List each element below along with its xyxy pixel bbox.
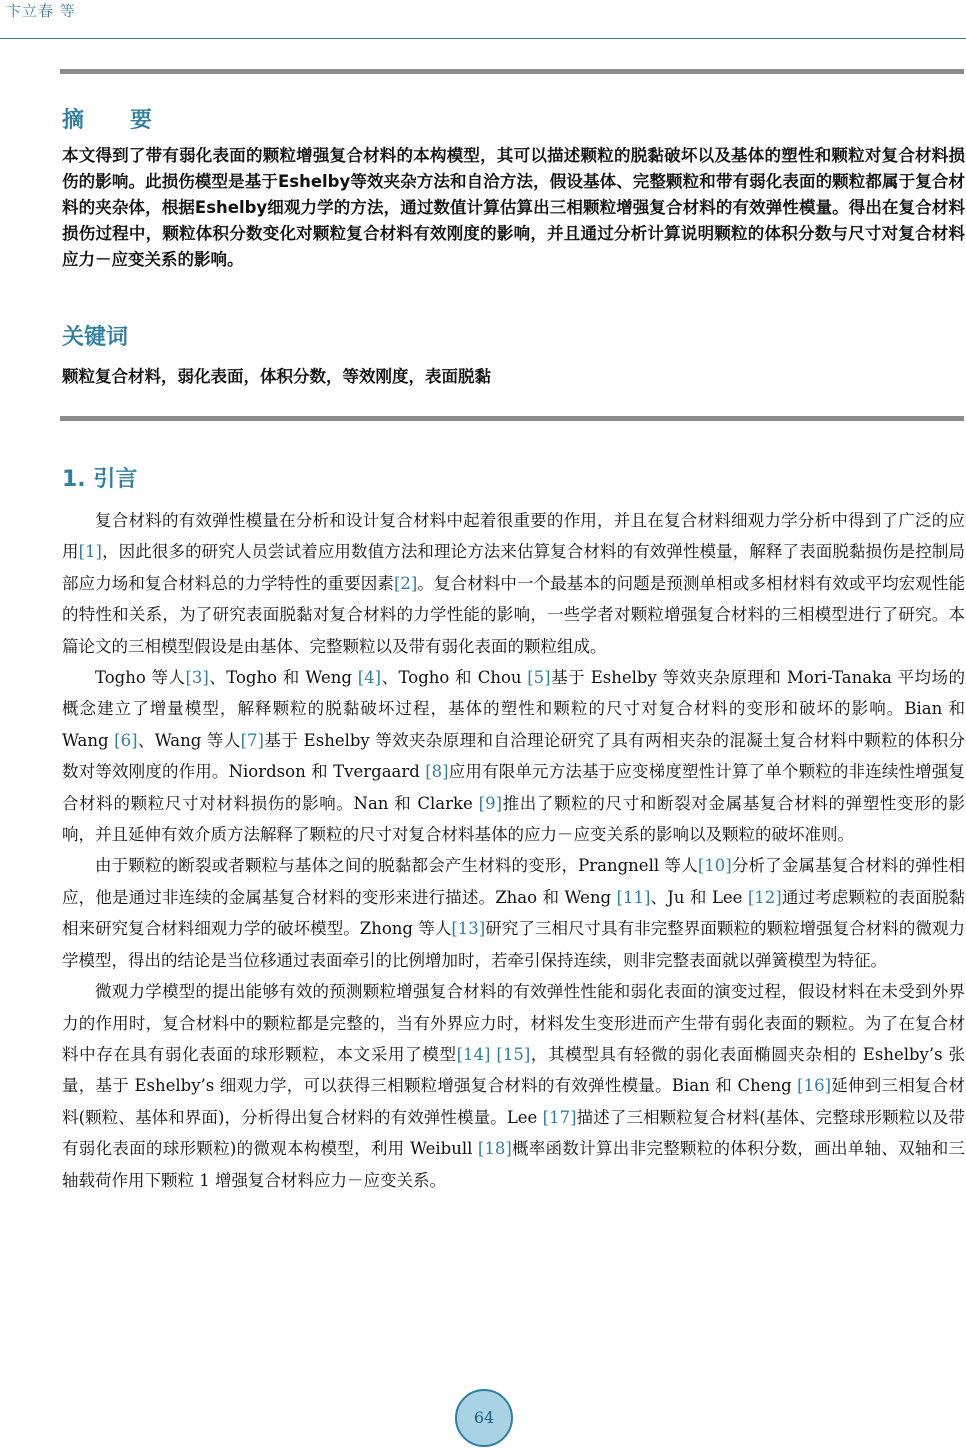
- paragraph-text: 研究了三相尺寸具有非完整界面颗粒的颗粒增强复合材料的微观力学模型，得出的结论是当位移通过表面牵引的比例增加时，若牵引保持连续，则非完整表面就以弹簧模型为特征。: [62, 919, 966, 970]
- citation-link[interactable]: [10]: [697, 856, 732, 876]
- abstract-heading: 摘 要: [62, 108, 165, 133]
- keywords-body: 颗粒复合材料，弱化表面，体积分数，等效刚度，表面脱黏: [62, 367, 491, 386]
- paragraph-text: 复合材料的有效弹性模量在分析和设计复合材料中起着很重要的作用，并且在复合材料细观力学分析中得到了广泛的应用: [62, 511, 965, 562]
- paragraph-text: 概率函数计算出非完整颗粒的体积分数，画出单轴、双轴和三轴载荷作用下颗粒 1 增强复合材料应力－应变关系。: [62, 1139, 966, 1190]
- citation-link[interactable]: [14] [15]: [456, 1044, 531, 1064]
- citation-link[interactable]: [16]: [797, 1076, 832, 1096]
- paragraph-text: 、Wang 等人: [137, 730, 241, 750]
- paragraph-text: 微观力学模型的提出能够有效的预测颗粒增强复合材料的有效弹性性能和弱化表面的演变过程，假设材料在未受到外界力的作用时，复合材料中的颗粒都是完整的，当有外界应力时，材料发生变形进而产生带有弱化表面的颗粒。为了在复合材料中存在具有弱化表面的球形颗粒，本文采用了模型: [62, 982, 965, 1064]
- citation-link[interactable]: [13]: [451, 919, 486, 939]
- paragraph-text: 分析了金属基复合材料的弹性相应，他是通过非连续的金属基复合材料的变形来进行描述。Zhao 和 Weng: [62, 856, 965, 907]
- paragraph-text: 、Togho 和 Chou: [381, 668, 528, 688]
- intro-paragraph-3: [62, 850, 965, 976]
- intro-paragraph-1: [62, 505, 965, 662]
- paragraph-text: 由于颗粒的断裂或者颗粒与基体之间的脱黏都会产生材料的变形，Prangnell 等人: [95, 856, 698, 876]
- intro-body: [62, 505, 965, 1196]
- paragraph-text: 通过考虑颗粒的表面脱黏相来研究复合材料细观力学的破坏模型。Zhong 等人: [62, 887, 965, 939]
- abstract-body: 本文得到了带有弱化表面的颗粒增强复合材料的本构模型，其可以描述颗粒的脱黏破坏以及基体的塑性和颗粒对复合材料损伤的影响。此损伤模型是基于Eshelby等效夹杂方法和自洽方法，假设基体、完整颗粒和带有弱化表面的颗粒都属于复合材料的夹杂体，根据Eshelby细观力学的方法，通过数值计算估算出三相颗粒增强复合材料的有效弹性模量。得出在复合材料损伤过程中，颗粒体积分数变化对颗粒复合材料有效刚度的影响，并且通过分析计算说明颗粒的体积分数与尺寸对复合材料应力－应变关系的影响。: [62, 146, 965, 269]
- intro-paragraph-2: [62, 662, 965, 850]
- citation-link[interactable]: [2]: [393, 573, 418, 593]
- citation-link[interactable]: [6]: [114, 730, 138, 750]
- paragraph-text: 推出了颗粒的尺寸和断裂对金属基复合材料的弹塑性变形的影响，并且延伸有效介质方法解释了颗粒的尺寸对复合材料基体的应力－应变关系的影响以及颗粒的破坏准则。: [62, 793, 966, 845]
- citation-link[interactable]: [4]: [357, 668, 382, 688]
- abstract-top-rule: [60, 69, 964, 74]
- paragraph-text: Togho 等人: [95, 668, 186, 688]
- intro-heading: 1. 引言: [62, 467, 138, 492]
- citation-link[interactable]: [17]: [542, 1107, 577, 1127]
- intro-paragraph-4: [62, 976, 965, 1196]
- paragraph-text: 应用有限单元方法基于应变梯度塑性计算了单个颗粒的非连续性增强复合材料的颗粒尺寸对材料损伤的影响。Nan 和 Clarke: [62, 762, 965, 813]
- page-number: 64: [455, 1389, 513, 1447]
- citation-link[interactable]: [3]: [185, 668, 209, 688]
- header-divider: [0, 38, 966, 39]
- citation-link[interactable]: [18]: [477, 1139, 512, 1159]
- paragraph-text: 延伸到三相复合材料(颗粒、基体和界面)，分析得出复合材料的有效弹性模量。Lee: [62, 1076, 965, 1127]
- abstract-bottom-rule: [60, 416, 964, 421]
- citation-link[interactable]: [5]: [527, 668, 551, 688]
- paragraph-text: 、Togho 和 Weng: [208, 668, 358, 688]
- paragraph-text: 。复合材料中一个最基本的问题是预测单相或多相材料有效或平均宏观性能的特性和关系，为了研究表面脱黏对复合材料的力学性能的影响，一些学者对颗粒增强复合材料的三相模型进行了研究。本篇论文的三相模型假设是由基体、完整颗粒以及带有弱化表面的颗粒组成。: [62, 573, 966, 656]
- citation-link[interactable]: [8]: [425, 762, 449, 782]
- paragraph-text: 、Ju 和 Lee: [650, 887, 748, 907]
- running-head: 卞立春 等: [6, 2, 76, 20]
- paragraph-text: 基于 Eshelby 等效夹杂原理和 Mori-Tanaka 平均场的概念建立了增量模型，解释颗粒的脱黏破坏过程，基体的塑性和颗粒的尺寸对复合材料的变形和破坏的影响。Bian 和 Wang: [62, 668, 965, 750]
- paragraph-text: ，因此很多的研究人员尝试着应用数值方法和理论方法来估算复合材料的有效弹性模量，解释了表面脱黏损伤是控制局部应力场和复合材料总的力学特性的重要因素: [62, 542, 966, 593]
- citation-link[interactable]: [7]: [240, 730, 264, 750]
- keywords-heading: 关键词: [62, 325, 129, 350]
- paragraph-text: ，其模型具有轻微的弱化表面椭圆夹杂相的 Eshelby’s 张量，基于 Eshelby’s 细观力学，可以获得三相颗粒增强复合材料的有效弹性模量。Bian 和 Cheng: [62, 1044, 965, 1096]
- paragraph-text: 基于 Eshelby 等效夹杂原理和自洽理论研究了具有两相夹杂的混凝土复合材料中颗粒的体积分数对等效刚度的作用。Niordson 和 Tvergaard: [62, 730, 966, 782]
- citation-link[interactable]: [12]: [747, 887, 782, 907]
- citation-link[interactable]: [9]: [478, 793, 503, 813]
- paragraph-text: 描述了三相颗粒复合材料(基体、完整球形颗粒以及带有弱化表面的球形颗粒)的微观本构模型，利用 Weibull: [62, 1107, 966, 1159]
- citation-link[interactable]: [11]: [616, 887, 651, 907]
- citation-link[interactable]: [1]: [78, 542, 102, 562]
